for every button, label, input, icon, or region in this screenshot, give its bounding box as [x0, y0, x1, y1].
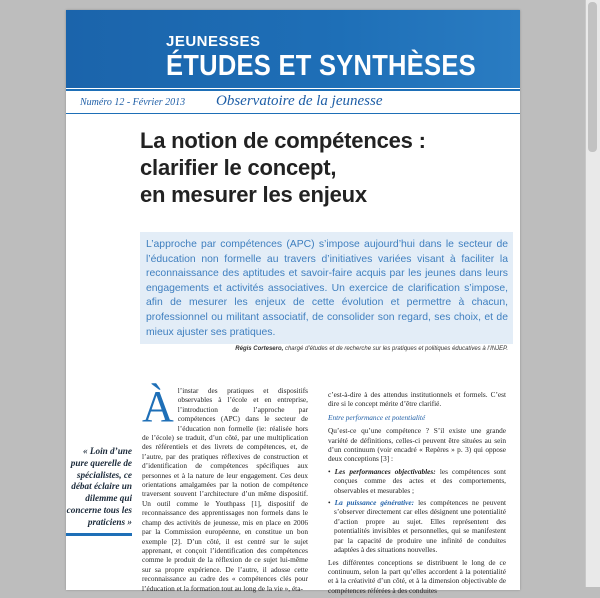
pull-quote: « Loin d’une pure querelle de spécialistes, ce débat éclaire un dilemme qui concerne tous les praticiens » — [66, 446, 132, 527]
article-abstract: L’approche par compétences (APC) s’impose aujourd’hui dans le secteur de l’éducation non formelle au travers d’initiatives variées visant à faciliter la reconnaissance des aptitudes et savoir-faire acquis par les jeunes dans leurs engagements et activités associatives. Un exercice de clarification s’impose, afin de mesurer les enjeux de cette évolution et permettre à chacun, professionnel ou militant associatif, de consolider son regard, ses choix, et de mieux ajuster ses pratiques. — [140, 232, 513, 344]
paragraph: Qu’est-ce qu’une compétence ? S’il existe une grande variété de définitions, celles-ci peuvent être situées au sein d’un continuum (voir encadré « Repères » p. 3) qui oppose deux conceptions [3] : — [328, 426, 506, 464]
author-name: Régis Cortesero, — [235, 346, 284, 352]
title-line: La notion de compétences : — [140, 128, 426, 153]
issue-number: Numéro 12 - Février 2013 — [80, 97, 186, 108]
scrollbar-thumb[interactable] — [588, 2, 597, 152]
header-rule — [66, 113, 520, 114]
section-subhead: Entre performance et potentialité — [328, 412, 426, 422]
column-1-text: l’instar des pratiques et dispositifs observables à l’école et en entreprise, l’introduction de l’approche par compétences (APC) dans le secteur de l’éducation non formelle (ie: réalisée hors de l’école) se traduit, d’un côté, par une multiplication des référentiels et des livrets de compétences, et, de l’autre, par des pratiques réflexives de construction et d’identification de compétences spécifiques aux personnes et à la nature de leur engagement. Ces deux orientations amalgamées par la notion de compétence traversent souvent l’architecture d’un même dispositif. Un outil comme le Youthpass [1], dispositif de reconnaissance des apprentissages non formels dans le champ des activités de jeunesse, mis en place en 2006 par la Commission européenne, en constitue un bon exemple [2]. D’un côté, il est centré sur le sujet apprenant, et conçoit l’identification des compétences comme le produit de la réflexion de ce sujet lui-même sur sa propre expérience. De l’autre, il adosse cette reconnaissance au cadre des « compétences clés pour l’éducation et la formation tout au long de la vie », éta- — [142, 386, 308, 593]
list-item-text: les compétences sont conçues comme des actes et des comportements, observables et mesurables ; — [334, 466, 506, 495]
body-column-2 — [328, 390, 506, 598]
list-item-text: les compétences ne peuvent s’observer directement car elles désignent une potentialité d’action propre au sujet. Elles représentent des potentialités invisibles et personnelles, qui se manifestent par la capacité de produire une infinité de conduites adaptées à des situations nouvelles. — [334, 498, 506, 555]
masthead-banner — [66, 10, 520, 88]
publisher-name: Observatoire de la jeunesse — [216, 93, 383, 109]
series-title: ÉTUDES ET SYNTHÈSES — [166, 50, 476, 82]
paragraph: c’est-à-dire à des attendus institutionnels et formels. C’est dire si le concept mérite d’être clarifié. — [328, 390, 506, 409]
list-item: • La puissance générative: les compétences ne peuvent s’observer directement car elles désignent une potentialité d’action propre au sujet. Elles représentent des potentialités invisibles et personnelles, qui se manifestent par la capacité de produire une infinité de conduites adaptées à des situations nouvelles. — [328, 498, 506, 555]
author-role: chargé d’études et de recherche sur les pratiques et politiques éducatives à l’INJEP. — [284, 346, 508, 352]
title-line: clarifier le concept, — [140, 155, 337, 180]
body-column-1 — [142, 382, 308, 593]
list-item-label: Les performances objectivables: — [334, 466, 436, 476]
vertical-scrollbar[interactable] — [585, 0, 600, 587]
author-credit — [166, 346, 508, 352]
list-item: • Les performances objectivables: les compétences sont conçues comme des actes et des comportements, observables et mesurables ; — [328, 466, 506, 495]
list-item-label: La puissance générative: — [334, 498, 415, 508]
drop-cap: À — [142, 382, 174, 431]
document-page — [66, 10, 520, 595]
article-title — [140, 127, 510, 208]
pull-quote-rule — [66, 533, 132, 536]
paragraph: Les différentes conceptions se distribuent le long de ce continuum, selon la part qu’elles accordent à la potentialité et à la créativité d’un côté, et à la dimension objectivable de compétences référées à des conduites — [328, 557, 506, 595]
masthead-underline — [66, 89, 520, 91]
title-line: en mesurer les enjeux — [140, 182, 367, 207]
series-name: JEUNESSES — [166, 33, 261, 50]
